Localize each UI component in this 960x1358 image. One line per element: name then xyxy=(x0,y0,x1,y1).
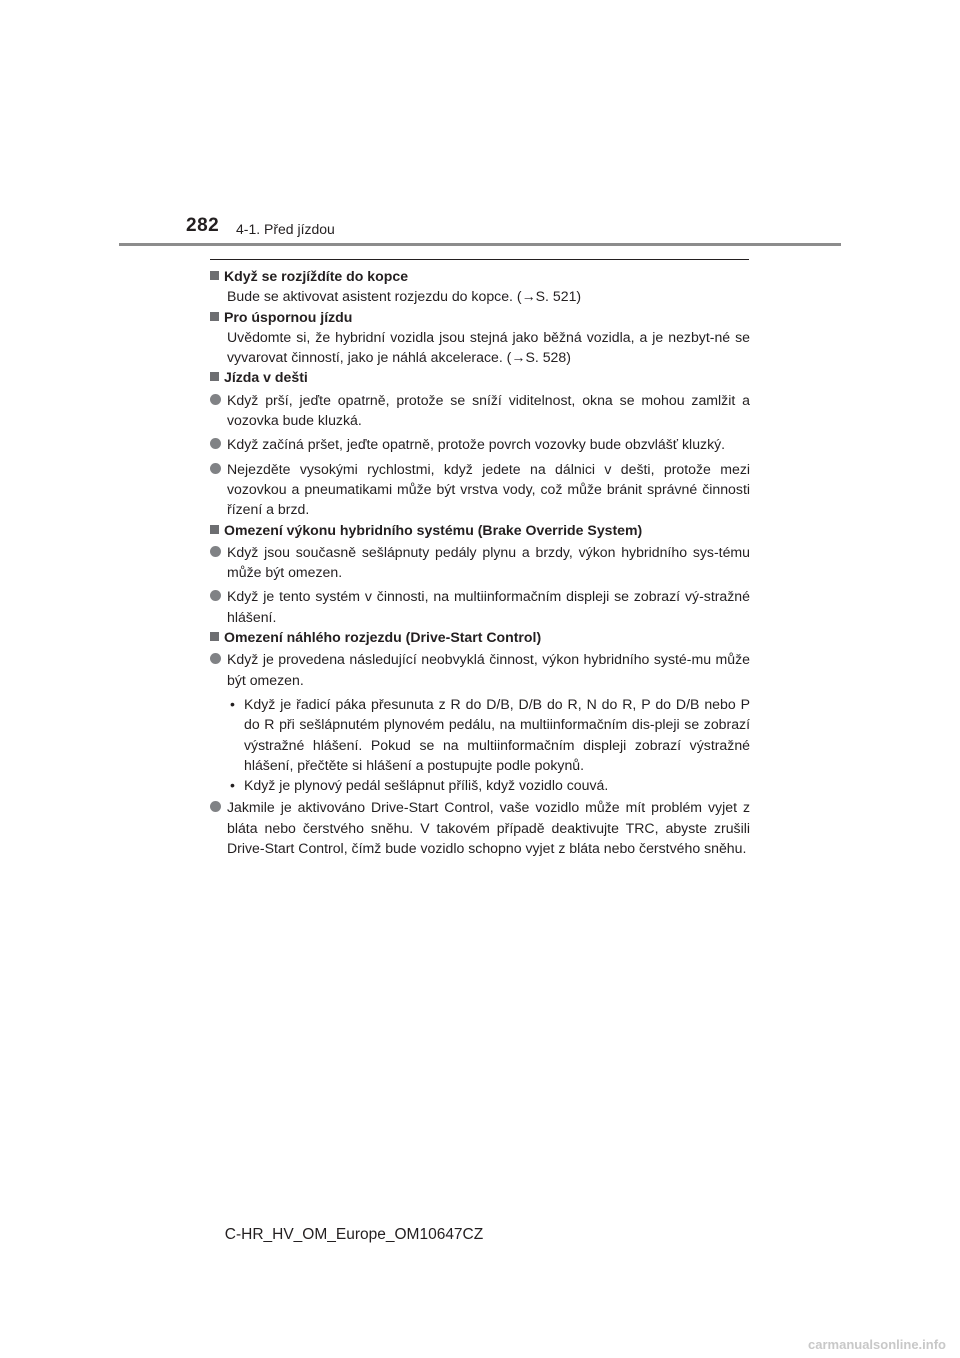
section-body: Bude se aktivovat asistent rozjezdu do kopce. (→S. 521) xyxy=(227,288,582,305)
section-square-icon xyxy=(210,312,219,321)
sub-bullet-icon: • xyxy=(230,695,235,712)
list-item xyxy=(210,434,750,454)
section-drive-start xyxy=(210,627,750,858)
bullet-text: Když jsou současně sešlápnuty pedály plynu a brzdy, výkon hybridního sys-tému může být omezen. xyxy=(227,543,750,581)
section-square-icon xyxy=(210,525,219,534)
bullet-text: Jakmile je aktivováno Drive-Start Control, vaše vozidlo může mít problém vyjet z bláta nebo čerstvého sněhu. V takovém případě deaktivujte TRC, abyste zrušili Drive-Start Control, čímž bude vozidlo schopno vyjet z bláta nebo čerstvého sněhu. xyxy=(227,799,750,857)
bullet-text: Když je provedena následující neobvyklá činnost, výkon hybridního systé-mu může být omezen. xyxy=(227,651,750,688)
page-number: 282 xyxy=(186,215,220,236)
section-economy xyxy=(210,307,750,368)
bullet-dot-icon xyxy=(210,653,221,664)
section-rain xyxy=(210,367,750,519)
bullet-dot-icon xyxy=(210,590,221,601)
section-title: Jízda v dešti xyxy=(224,369,308,386)
section-title: Omezení výkonu hybridního systému (Brake Override System) xyxy=(224,521,643,538)
bullet-dot-icon xyxy=(210,438,221,449)
sub-list-item xyxy=(210,694,750,775)
section-square-icon xyxy=(210,372,219,381)
bullet-dot-icon xyxy=(210,463,221,474)
section-brake-override xyxy=(210,520,750,627)
list-item xyxy=(210,459,750,520)
page-content xyxy=(210,266,750,858)
sub-item-text: Když je řadicí páka přesunuta z R do D/B, D/B do R, N do R, P do D/B nebo P do R při sešlápnutém plynovém pedálu, na multiinformačním dis-pleji se zobrazí výstražné hlášení. Pokud se na multiinformačním displeji zobrazí výstražné hlášení, přečtěte si hlášení a postupujte podle pokynů. xyxy=(244,695,750,773)
bullet-text: Když je tento systém v činnosti, na multiinformačním displeji se zobrazí vý-stražné hlášení. xyxy=(227,588,750,625)
list-item xyxy=(210,542,750,583)
sub-list-item xyxy=(210,775,750,795)
section-square-icon xyxy=(210,271,219,280)
header-rule xyxy=(119,243,841,246)
section-body: Uvědomte si, že hybridní vozidla jsou stejná jako běžná vozidla, a je nezbyt-né se vyvarovat činností, jako je náhlá akcelerace. (→S. 528) xyxy=(227,328,750,366)
section-rule xyxy=(210,259,749,260)
watermark: carmanualsonline.info xyxy=(808,1337,946,1352)
sub-bullet-icon: • xyxy=(230,777,235,794)
list-item xyxy=(210,586,750,627)
sub-item-text: Když je plynový pedál sešlápnut příliš, když vozidlo couvá. xyxy=(244,777,609,794)
list-item xyxy=(210,390,750,431)
chapter-title: 4-1. Před jízdou xyxy=(236,221,335,237)
list-item xyxy=(210,649,750,690)
list-item xyxy=(210,797,750,858)
section-title: Když se rozjíždíte do kopce xyxy=(224,268,409,284)
section-title: Pro úspornou jízdu xyxy=(224,308,353,325)
bullet-text: Když začíná pršet, jeďte opatrně, protože povrch vozovky bude obzvlášť kluzký. xyxy=(227,436,726,453)
section-square-icon xyxy=(210,632,219,641)
bullet-dot-icon xyxy=(210,546,221,557)
section-hill-start xyxy=(210,266,750,307)
bullet-text: Nejezděte vysokými rychlostmi, když jedete na dálnici v dešti, protože mezi vozovkou a pneumatikami může být vrstva vody, což může bránit správné činnosti řízení a brzd. xyxy=(227,460,750,518)
bullet-dot-icon xyxy=(210,394,221,405)
bullet-text: Když prší, jeďte opatrně, protože se sníží viditelnost, okna se mohou zamlžit a vozovka bude kluzká. xyxy=(227,391,750,429)
bullet-dot-icon xyxy=(210,801,221,812)
footer-doc-id: C-HR_HV_OM_Europe_OM10647CZ xyxy=(224,1226,484,1243)
section-title: Omezení náhlého rozjezdu (Drive-Start Control) xyxy=(224,629,542,646)
